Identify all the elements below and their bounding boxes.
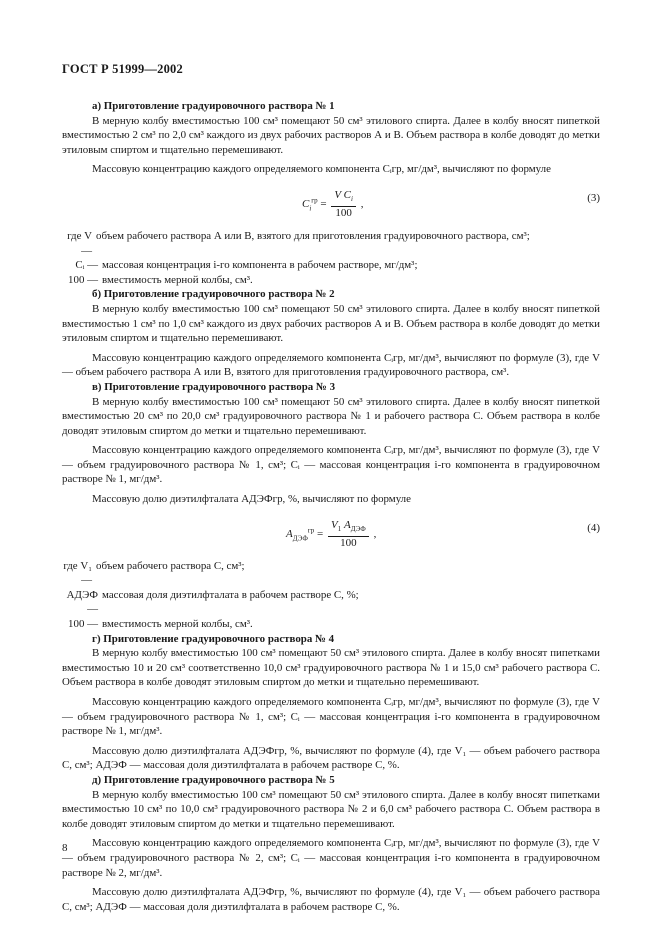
where-text: объем рабочего раствора А или В, взятого для приготовления градуировочного раствора, см³; [96, 229, 530, 242]
page-number: 8 [62, 842, 68, 854]
where-label: где V — [67, 229, 92, 257]
where-text: вместимость мерной колбы, см³. [102, 618, 253, 631]
section-heading-a: а) Приготовление градуировочного раствора № 1 [92, 100, 335, 112]
paragraph: Массовую концентрацию каждого определяемого компонента Cᵢгр, мг/дм³, вычисляют по формуле (3), где V — объем градуировочного раствора № 1, см³; Cᵢ — массовая концентрация i-го компонента в градуировочном растворе № 1, мг/дм³. [62, 696, 600, 738]
section-heading-b: б) Приготовление градуировочного раствора № 2 [92, 288, 335, 301]
where-text: вместимость мерной колбы, см³. [102, 273, 253, 286]
where-text: объем рабочего раствора С, см³; [96, 559, 245, 572]
paragraph: В мерную колбу вместимостью 100 см³ помещают 50 см³ этилового спирта. Далее в колбу вносят пипеткой вместимостью 20 см³ по 20,0 см³ градуировочного раствора № 1 и рабочего раствора С. Объем раствора в колбе доводят этиловым спиртом до метки и тщательно перемешивают. [62, 395, 600, 437]
where-text: массовая доля диэтилфталата в рабочем растворе С, %; [102, 588, 359, 601]
formula-4 [62, 513, 600, 553]
paragraph: Массовую долю диэтилфталата AДЭФгр, %, вычисляют по формуле [92, 493, 411, 506]
paragraph: Массовую концентрацию каждого определяемого компонента Cᵢгр, мг/дм³, вычисляют по формуле (3), где V — объем градуировочного раствора № 2, см³; Cᵢ — массовая концентрация i-го компонента в градуировочном растворе № 2, мг/дм³. [62, 837, 600, 879]
where-label: где V₁ — [63, 559, 92, 587]
paragraph: В мерную колбу вместимостью 100 см³ помещают 50 см³ этилового спирта. Далее в колбу вносят пипетками вместимостью 10 и 20 см³ соответственно 10,0 см³ градуировочного раствора № 1 и 15,0 см³ рабочего раствора С. Объем раствора в колбе доводят этиловым спиртом до метки и тщательно перемешивают. [62, 647, 600, 689]
paragraph: В мерную колбу вместимостью 100 см³ помещают 50 см³ этилового спирта. Далее в колбу вносят пипеткой вместимостью 1 см³ по 1,0 см³ каждого из двух рабочих растворов А и В. Объем раствора в колбе доводят до метки этиловым спиртом и тщательно перемешивают. [62, 302, 600, 345]
document-body [62, 99, 600, 914]
formula-number: (4) [587, 521, 600, 534]
section-heading-e: д) Приготовление градуировочного раствора № 5 [92, 773, 335, 786]
where-label: 100 — [68, 273, 98, 286]
paragraph: Массовую концентрацию каждого определяемого компонента Cᵢгр, мг/дм³, вычисляют по формуле (3), где V — объем градуировочного раствора № 1, см³; Cᵢ — массовая концентрация i-го компонента в градуировочном растворе № 1, мг/дм³. [62, 444, 600, 486]
formula-3 [62, 183, 600, 223]
paragraph: Массовую концентрацию каждого определяемого компонента Cᵢгр, мг/дм³, вычисляют по формуле (3), где V — объем рабочего раствора А или В, взятого для приготовления градуировочного раствора, см³. [62, 351, 600, 379]
paragraph: Массовую долю диэтилфталата AДЭФгр, %, вычисляют по формуле (4), где V₁ — объем рабочего раствора С, см³; AДЭФ — массовая доля диэтилфталата в рабочем растворе С, %. [62, 744, 600, 772]
where-label: 100 — [68, 618, 98, 631]
where-label: Cᵢ — [75, 259, 98, 272]
where-text: массовая концентрация i-го компонента в рабочем растворе, мг/дм³; [102, 259, 418, 272]
formula-expression: $A_{ДЭФ}^{гр}$ = $\frac{V_1 A_{ДЭФ}}{100}$ , [286, 518, 377, 549]
paragraph: Массовую концентрацию каждого определяемого компонента Cᵢгр, мг/дм³, вычисляют по формуле [92, 163, 551, 176]
paragraph: В мерную колбу вместимостью 100 см³ помещают 50 см³ этилового спирта. Далее в колбу вносят пипетками вместимостью 10 см³ по 10,0 см³ градуировочного раствора № 2 и 6,0 см³ рабочего раствора С. Объем раствора в колбе доводят этиловым спиртом до метки и тщательно перемешивают. [62, 788, 600, 830]
paragraph: В мерную колбу вместимостью 100 см³ помещают 50 см³ этилового спирта. Далее в колбу вносят пипеткой вместимостью 2 см³ по 2,0 см³ каждого из двух рабочих растворов А и В. Объем раствора в колбе доводят до метки этиловым спиртом и тщательно перемешивают. [62, 114, 600, 156]
section-heading-d: г) Приготовление градуировочного раствора № 4 [92, 632, 335, 645]
formula-number: (3) [587, 191, 600, 204]
paragraph: Массовую долю диэтилфталата AДЭФгр, %, вычисляют по формуле (4), где V₁ — объем рабочего раствора С, см³; AДЭФ — массовая доля диэтилфталата в рабочем растворе С, %. [62, 886, 600, 913]
section-heading-c: в) Приготовление градуировочного раствора № 3 [92, 380, 336, 393]
formula-expression: $C_i^{гр}$ = $\frac{V C_i}{100}$ , [302, 188, 364, 220]
where-label: AДЭФ — [66, 588, 98, 616]
document-header: ГОСТ Р 51999—2002 [62, 62, 183, 76]
